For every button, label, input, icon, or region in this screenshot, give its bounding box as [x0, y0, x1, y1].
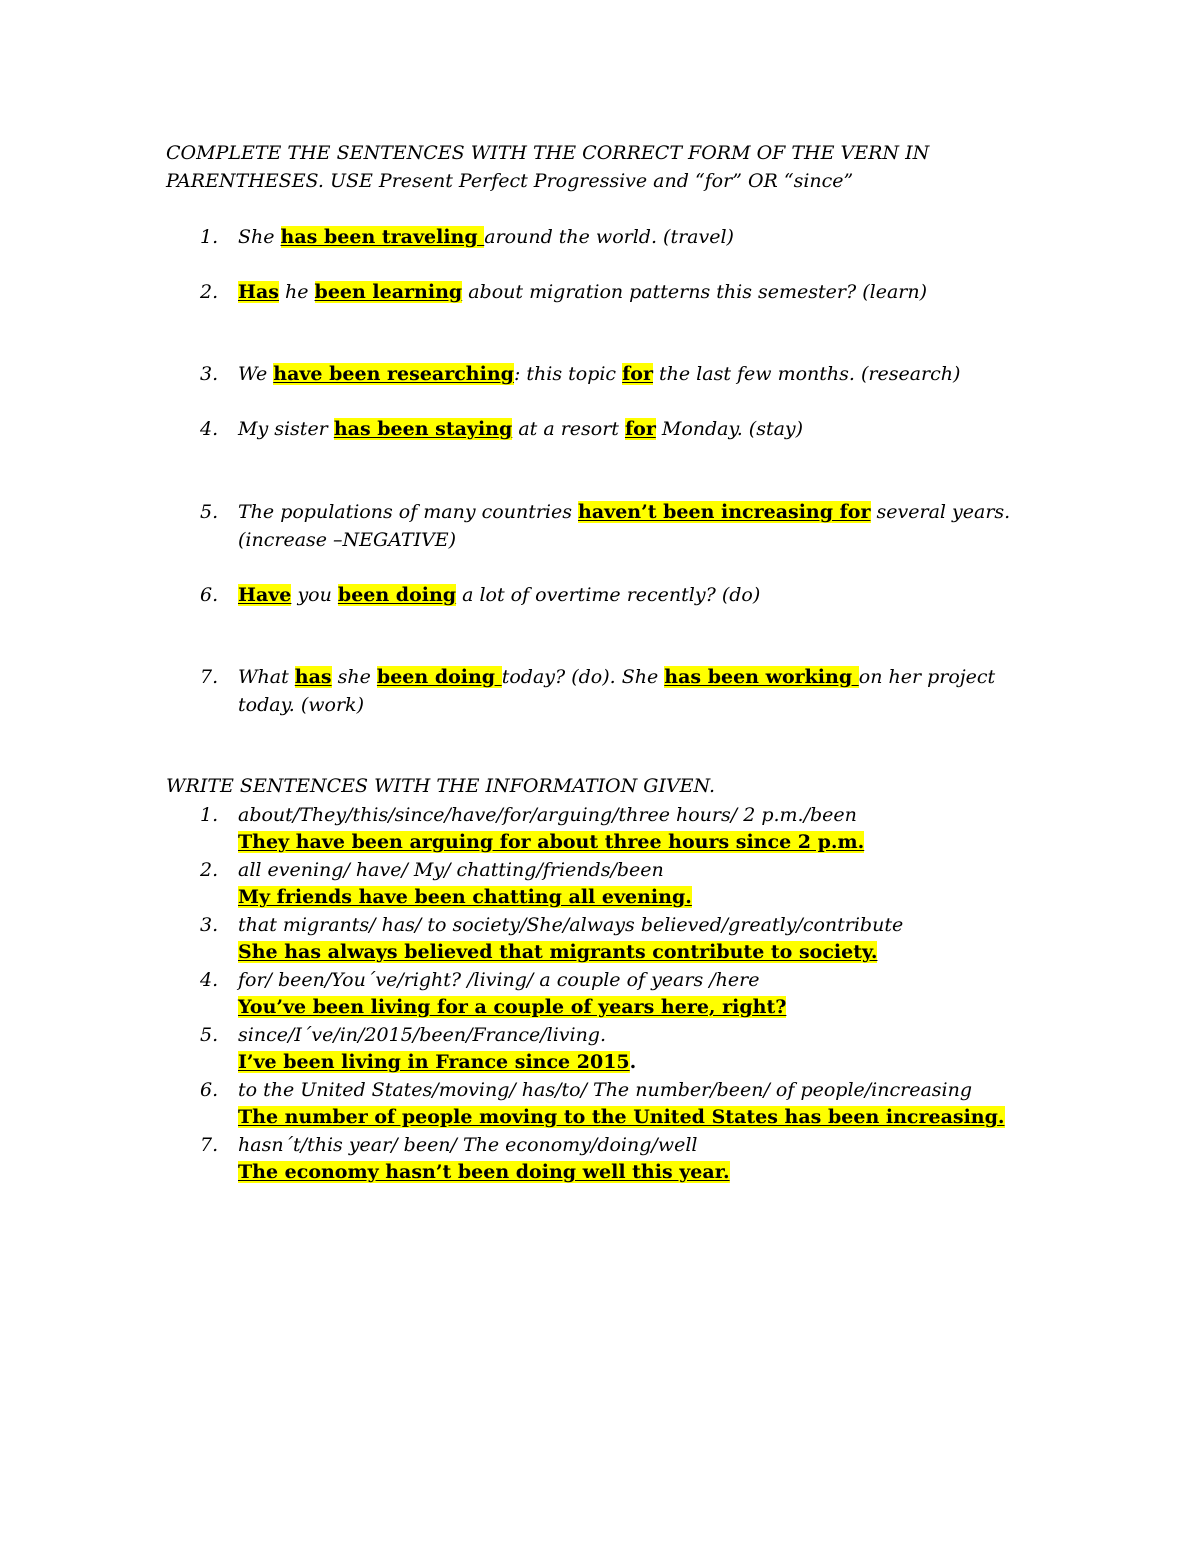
- answer-highlight: Have: [238, 584, 292, 606]
- section1-heading-line1: COMPLETE THE SENTENCES WITH THE CORRECT FORM OF THE VERN IN: [166, 142, 930, 164]
- item-number: 2.: [200, 281, 219, 303]
- sentence-text: today? (do). She: [501, 666, 665, 688]
- item-number: 3.: [200, 363, 219, 385]
- sentence-text-continued: (increase –NEGATIVE): [238, 529, 457, 551]
- sentence-text: you: [291, 584, 338, 606]
- answer-highlight: The number of people moving to the United States has been increasing.: [238, 1106, 1005, 1128]
- answer-highlight: has been traveling: [280, 226, 485, 248]
- sentence-text: he: [278, 281, 315, 303]
- answer-highlight: She has always believed that migrants contribute to society.: [238, 941, 878, 963]
- answer-highlight: has: [294, 666, 332, 688]
- answer-highlight: You’ve been living for a couple of years here, right?: [238, 996, 787, 1018]
- answer-highlight: The economy hasn’t been doing well this year.: [238, 1161, 730, 1183]
- item-number: 6.: [200, 584, 219, 606]
- sentence-text: We: [238, 363, 274, 385]
- scrambled-prompt: for/ been/You´ve/right? /living/ a couple of years /here: [238, 969, 760, 991]
- item-number: 2.: [200, 859, 219, 881]
- answer-highlight: have been researching: [273, 363, 514, 385]
- answer-highlight: Has: [238, 281, 279, 303]
- item-number: 7.: [200, 666, 219, 688]
- scrambled-prompt: that migrants/ has/ to society/She/always believed/greatly/contribute: [238, 914, 904, 936]
- item-number: 4.: [200, 418, 219, 440]
- answer-highlight: for: [624, 418, 656, 440]
- answer-highlight: been doing: [376, 666, 502, 688]
- answer-highlight: They have been arguing for about three hours since 2 p.m.: [238, 831, 865, 853]
- sentence-text: She: [238, 226, 281, 248]
- sentence-text: My sister: [238, 418, 334, 440]
- sentence-text: Monday. (stay): [655, 418, 804, 440]
- section2-heading: WRITE SENTENCES WITH THE INFORMATION GIVEN.: [166, 775, 716, 797]
- answer-highlight: haven’t been increasing for: [578, 501, 871, 523]
- scrambled-prompt: all evening/ have/ My/ chatting/friends/been: [238, 859, 664, 881]
- item-number: 4.: [200, 969, 219, 991]
- item-number: 7.: [200, 1134, 219, 1156]
- sentence-text: several years.: [870, 501, 1011, 523]
- sentence-text: on her project: [858, 666, 996, 688]
- answer-highlight: been doing: [337, 584, 457, 606]
- section1-heading-line2: PARENTHESES. USE Present Perfect Progressive and “for” OR “since”: [166, 170, 854, 192]
- item-number: 5.: [200, 501, 219, 523]
- scrambled-prompt: hasn´t/this year/ been/ The economy/doing/well: [238, 1134, 698, 1156]
- answer-highlight: My friends have been chatting all evening.: [238, 886, 692, 908]
- scrambled-prompt: since/I´ve/in/2015/been/France/living.: [238, 1024, 607, 1046]
- sentence-text: she: [331, 666, 377, 688]
- answer-highlight: for: [622, 363, 653, 385]
- item-number: 1.: [200, 226, 219, 248]
- sentence-text: : this topic: [513, 363, 623, 385]
- answer-highlight: been learning: [314, 281, 463, 303]
- sentence-text-continued: today. (work): [238, 694, 364, 716]
- scrambled-prompt: about/They/this/since/have/for/arguing/three hours/ 2 p.m./been: [238, 804, 857, 826]
- sentence-text: What: [238, 666, 295, 688]
- scrambled-prompt: to the United States/moving/ has/to/ The number/been/ of people/increasing: [238, 1079, 973, 1101]
- answer-highlight: I’ve been living in France since 2015: [238, 1051, 630, 1073]
- answer-highlight: has been working: [664, 666, 859, 688]
- sentence-text: the last few months. (research): [652, 363, 961, 385]
- sentence-text: about migration patterns this semester? (learn): [462, 281, 928, 303]
- item-number: 3.: [200, 914, 219, 936]
- sentence-text: at a resort: [512, 418, 625, 440]
- sentence-text: a lot of overtime recently? (do): [456, 584, 761, 606]
- item-number: 6.: [200, 1079, 219, 1101]
- item-number: 5.: [200, 1024, 219, 1046]
- item-number: 1.: [200, 804, 219, 826]
- answer-highlight: has been staying: [333, 418, 513, 440]
- answer-period: .: [629, 1051, 637, 1073]
- sentence-text: The populations of many countries: [238, 501, 579, 523]
- sentence-text: around the world. (travel): [484, 226, 734, 248]
